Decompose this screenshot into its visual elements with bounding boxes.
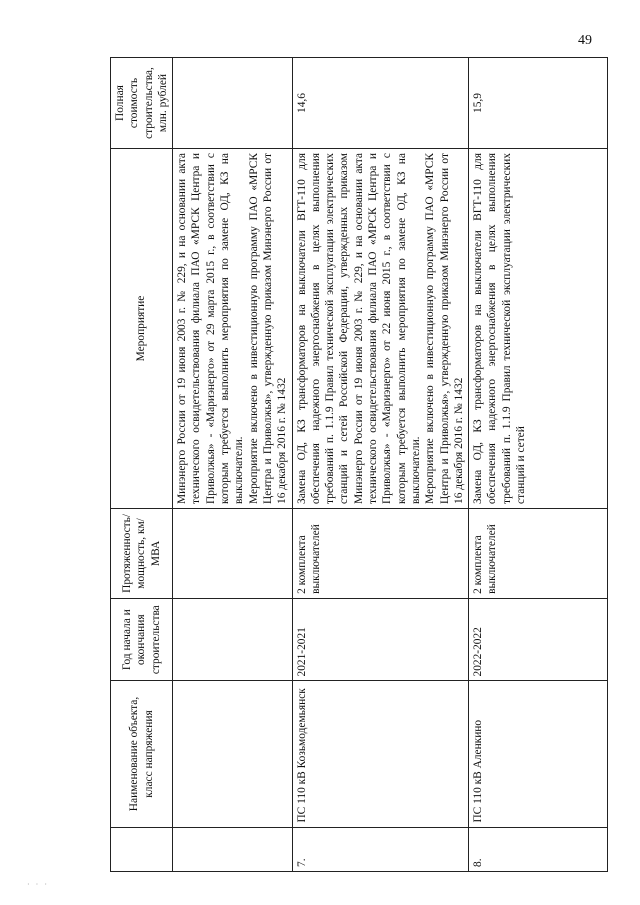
header-cost: Полная стоимость строительства, млн. рублей (111, 58, 173, 149)
table-row (469, 58, 608, 872)
cell-years: 2021-2021 (292, 598, 469, 681)
cell-empty (173, 598, 292, 681)
investment-table (110, 57, 608, 872)
table-container (110, 57, 576, 872)
cell-empty (173, 508, 292, 598)
cell-length: 2 комплекта выключателей (469, 508, 608, 598)
cell-cost: 14,6 (292, 58, 469, 149)
table-row (292, 58, 469, 872)
header-years: Год начала и окончания строительства (111, 598, 173, 681)
measure-paragraph: Замена ОД, КЗ трансформаторов на выключатели ВГТ-110 для обеспечения надежного энергоснабжения в целях выполнения требований п. 1.1.9 Правил технической эксплуатации электрических станций и сетей Российской Федерации, утвержденных приказом Минэнерго России от 19 июня 2003 г. № 229, и на основании акта технического освидетельствования филиала ПАО «МРСК Центра и Приволжья» - «Мариэнерго» от 22 июня 2015 г., в соответствии с которым требуется выполнить мероприятия по замене ОД, КЗ на выключатели. (295, 153, 422, 504)
measure-paragraph: Минэнерго России от 19 июня 2003 г. № 229, и на основании акта технического освидетельствования филиала ПАО «МРСК Центра и Приволжья» - «Мариэнерго» от 29 марта 2015 г., в соответствии с которым требуется выполнить мероприятия по замене ОД, КЗ на выключатели. (176, 153, 246, 504)
cell-cost: 15,9 (469, 58, 608, 149)
cell-length: 2 комплекта выключателей (292, 508, 469, 598)
cell-measure (469, 149, 608, 509)
header-name: Наименование объекта, класс напряжения (111, 681, 173, 827)
cell-number: 7. (292, 827, 469, 871)
margin-scribble: · · · (27, 880, 49, 889)
measure-paragraph: Мероприятие включено в инвестиционную программу ПАО «МРСК Центра и Приволжья», утвержденную приказом Минэнерго России от 16 декабря 2016 г. № 1432 (424, 153, 465, 504)
rotated-page-content (110, 57, 576, 872)
header-length: Протяженность/ мощность, км/МВА (111, 508, 173, 598)
header-measure: Мероприятие (111, 149, 173, 509)
measure-paragraph: Замена ОД, КЗ трансформаторов на выключатели ВГТ-110 для обеспечения надежного энергоснабжения в целях выполнения требований п. 1.1.9 Правил технической эксплуатации электрических станций и сетей (472, 153, 528, 504)
cell-name: ПС 110 кВ Козьмодемьянск (292, 681, 469, 827)
cell-number: 8. (469, 827, 608, 871)
cell-measure (173, 149, 292, 509)
cell-measure (292, 149, 469, 509)
cell-empty (173, 58, 292, 149)
cell-empty (173, 827, 292, 871)
cell-name: ПС 110 кВ Аленкино (469, 681, 608, 827)
cell-years: 2022-2022 (469, 598, 608, 681)
table-row-continuation (173, 58, 292, 872)
measure-paragraph: Мероприятие включено в инвестиционную программу ПАО «МРСК Центра и Приволжья», утвержденную приказом Минэнерго России от 16 декабря 2016 г. № 1432 (247, 153, 289, 504)
cell-empty (173, 681, 292, 827)
header-number (111, 827, 173, 871)
page-number: 49 (578, 33, 592, 48)
table-header-row (111, 58, 173, 872)
